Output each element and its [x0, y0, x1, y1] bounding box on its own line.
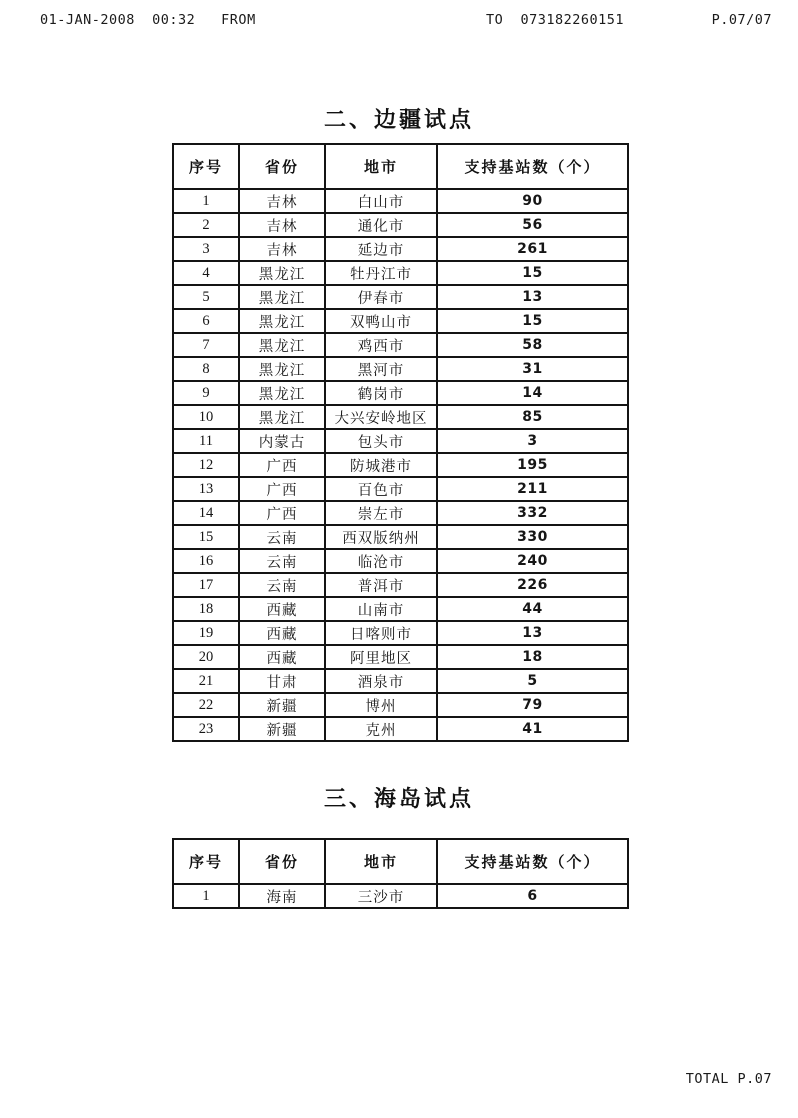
table-cell: 15: [437, 309, 628, 333]
table-cell: 332: [437, 501, 628, 525]
fax-header: [0, 10, 798, 32]
table-cell: 261: [437, 237, 628, 261]
table-row: [173, 525, 628, 549]
table-cell: 21: [173, 669, 239, 693]
table-cell: 大兴安岭地区: [325, 405, 437, 429]
table-cell: 酒泉市: [325, 669, 437, 693]
table-cell: 甘肃: [239, 669, 325, 693]
island-pilot-table: [172, 838, 629, 909]
table-row: [173, 189, 628, 213]
table-row: [173, 237, 628, 261]
table-cell: 14: [437, 381, 628, 405]
table-cell: 18: [437, 645, 628, 669]
table-row: [173, 453, 628, 477]
header-city: 地市: [325, 839, 437, 884]
table-cell: 22: [173, 693, 239, 717]
table-cell: 226: [437, 573, 628, 597]
table-row: [173, 381, 628, 405]
table-cell: 黑龙江: [239, 381, 325, 405]
table-cell: 云南: [239, 549, 325, 573]
table-cell: 2: [173, 213, 239, 237]
table-cell: 9: [173, 381, 239, 405]
table-row: [173, 477, 628, 501]
table-cell: 7: [173, 333, 239, 357]
table-cell: 防城港市: [325, 453, 437, 477]
table-row: [173, 621, 628, 645]
header-basestation-count: 支持基站数（个）: [437, 839, 628, 884]
table-cell: 85: [437, 405, 628, 429]
table-cell: 11: [173, 429, 239, 453]
table-cell: 6: [437, 884, 628, 908]
table-cell: 15: [437, 261, 628, 285]
fax-to-number: TO 073182260151: [486, 12, 625, 28]
table-cell: 白山市: [325, 189, 437, 213]
table-row: [173, 285, 628, 309]
table-cell: 克州: [325, 717, 437, 741]
section-title-island-pilot: 三、海岛试点: [323, 786, 474, 811]
table-cell: 云南: [239, 525, 325, 549]
table-cell: 4: [173, 261, 239, 285]
section-title-border-pilot: 二、边疆试点: [323, 107, 474, 132]
table-cell: 5: [437, 669, 628, 693]
table-cell: 云南: [239, 573, 325, 597]
table-header: [173, 144, 628, 189]
table-cell: 90: [437, 189, 628, 213]
table-cell: 伊春市: [325, 285, 437, 309]
fax-page-indicator: P.07/07: [711, 12, 772, 28]
table-body: [173, 884, 628, 908]
table-cell: 广西: [239, 453, 325, 477]
table-cell: 包头市: [325, 429, 437, 453]
table-cell: 广西: [239, 501, 325, 525]
table-row: [173, 501, 628, 525]
table-cell: 8: [173, 357, 239, 381]
table-cell: 41: [437, 717, 628, 741]
table-row: [173, 669, 628, 693]
table-cell: 阿里地区: [325, 645, 437, 669]
table-cell: 1: [173, 884, 239, 908]
table-cell: 通化市: [325, 213, 437, 237]
table-row: [173, 717, 628, 741]
table-cell: 195: [437, 453, 628, 477]
table-cell: 吉林: [239, 213, 325, 237]
table-cell: 58: [437, 333, 628, 357]
table-cell: 79: [437, 693, 628, 717]
table-cell: 13: [437, 621, 628, 645]
table-cell: 15: [173, 525, 239, 549]
table-cell: 44: [437, 597, 628, 621]
header-province: 省份: [239, 144, 325, 189]
table-cell: 330: [437, 525, 628, 549]
table-row: [173, 309, 628, 333]
table-cell: 20: [173, 645, 239, 669]
table-row: [173, 405, 628, 429]
table-row: [173, 429, 628, 453]
table-cell: 黑龙江: [239, 333, 325, 357]
table-cell: 14: [173, 501, 239, 525]
border-pilot-table: [172, 143, 629, 742]
table-cell: 西藏: [239, 597, 325, 621]
table-cell: 黑河市: [325, 357, 437, 381]
header-serial: 序号: [173, 144, 239, 189]
table-cell: 17: [173, 573, 239, 597]
table-cell: 1: [173, 189, 239, 213]
fax-total-label: TOTAL P.07: [685, 1071, 772, 1087]
table-row: [173, 597, 628, 621]
table-row: [173, 573, 628, 597]
table-cell: 三沙市: [325, 884, 437, 908]
table-row: [173, 261, 628, 285]
table-body: [173, 189, 628, 741]
table-cell: 博州: [325, 693, 437, 717]
table-cell: 黑龙江: [239, 405, 325, 429]
table-cell: 31: [437, 357, 628, 381]
table-cell: 13: [173, 477, 239, 501]
table-cell: 12: [173, 453, 239, 477]
table-cell: 延边市: [325, 237, 437, 261]
table-cell: 吉林: [239, 189, 325, 213]
table-cell: 临沧市: [325, 549, 437, 573]
table-row: [173, 333, 628, 357]
table-cell: 新疆: [239, 717, 325, 741]
table-cell: 3: [437, 429, 628, 453]
table-header: [173, 839, 628, 884]
table-cell: 16: [173, 549, 239, 573]
table-cell: 百色市: [325, 477, 437, 501]
table-cell: 10: [173, 405, 239, 429]
table-cell: 黑龙江: [239, 261, 325, 285]
table-cell: 5: [173, 285, 239, 309]
table-cell: 13: [437, 285, 628, 309]
table-cell: 西双版纳州: [325, 525, 437, 549]
table-cell: 19: [173, 621, 239, 645]
table-row: [173, 645, 628, 669]
table-row: [173, 357, 628, 381]
table-cell: 吉林: [239, 237, 325, 261]
table-cell: 双鸭山市: [325, 309, 437, 333]
header-serial: 序号: [173, 839, 239, 884]
table-cell: 牡丹江市: [325, 261, 437, 285]
table-cell: 3: [173, 237, 239, 261]
table-cell: 日喀则市: [325, 621, 437, 645]
table-row: [173, 884, 628, 908]
table-cell: 56: [437, 213, 628, 237]
header-basestation-count: 支持基站数（个）: [437, 144, 628, 189]
table-cell: 18: [173, 597, 239, 621]
table-cell: 240: [437, 549, 628, 573]
table-cell: 内蒙古: [239, 429, 325, 453]
table-row: [173, 693, 628, 717]
table-cell: 海南: [239, 884, 325, 908]
table-cell: 鹤岗市: [325, 381, 437, 405]
header-city: 地市: [325, 144, 437, 189]
table-cell: 西藏: [239, 621, 325, 645]
table-cell: 黑龙江: [239, 285, 325, 309]
table-cell: 鸡西市: [325, 333, 437, 357]
table-header-row: [173, 144, 628, 189]
table-cell: 山南市: [325, 597, 437, 621]
header-province: 省份: [239, 839, 325, 884]
table-cell: 新疆: [239, 693, 325, 717]
table-cell: 23: [173, 717, 239, 741]
table-cell: 普洱市: [325, 573, 437, 597]
table-cell: 黑龙江: [239, 309, 325, 333]
table-cell: 广西: [239, 477, 325, 501]
table-cell: 6: [173, 309, 239, 333]
fax-datetime-from: 01-JAN-2008 00:32 FROM: [40, 12, 256, 28]
table-cell: 211: [437, 477, 628, 501]
table-row: [173, 213, 628, 237]
table-cell: 崇左市: [325, 501, 437, 525]
table-header-row: [173, 839, 628, 884]
table-row: [173, 549, 628, 573]
table-cell: 黑龙江: [239, 357, 325, 381]
table-cell: 西藏: [239, 645, 325, 669]
